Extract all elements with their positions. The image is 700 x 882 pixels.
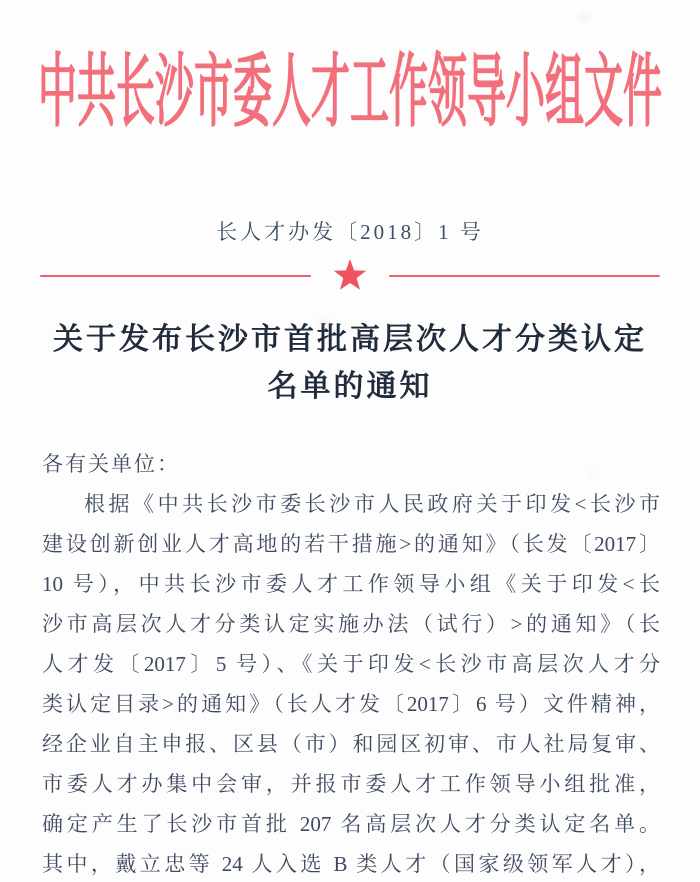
letterhead-banner bbox=[0, 38, 700, 138]
title-line-2: 名单的通知 bbox=[267, 370, 433, 403]
body-line: 根据《中共长沙市委长沙市人民政府关于印发<长沙市 bbox=[84, 492, 660, 516]
body-line: 类认定目录>的通知》（长人才发〔2017〕6 号）文件精神， bbox=[42, 692, 660, 716]
salutation: 各有关单位： bbox=[42, 452, 180, 476]
document-number: 长人才办发〔2018〕1 号 bbox=[216, 220, 484, 244]
scan-artifact bbox=[580, 14, 588, 22]
star-icon bbox=[331, 258, 369, 294]
body-line: 经企业自主申报、区县（市）和园区初审、市人社局复审、 bbox=[42, 732, 660, 756]
body-line: 市委人才办集中会审，并报市委人才工作领导小组批准， bbox=[42, 772, 660, 796]
body-line: 其中，戴立忠等 24 人入选 B 类人才（国家级领军人才）， bbox=[42, 852, 660, 876]
divider-line-left bbox=[40, 275, 311, 277]
title-line-1: 关于发布长沙市首批高层次人才分类认定 bbox=[53, 323, 647, 356]
body-text bbox=[0, 444, 700, 882]
star-divider bbox=[40, 258, 660, 294]
body-line: 建设创新创业人才高地的若干措施>的通知》（长发〔2017〕 bbox=[42, 532, 660, 556]
body-line: 确定产生了长沙市首批 207 名高层次人才分类认定名单。 bbox=[42, 812, 660, 836]
document-title bbox=[0, 316, 700, 410]
body-line: 10 号），中共长沙市委人才工作领导小组《关于印发<长 bbox=[42, 572, 660, 596]
body-line: 人才发〔2017〕5 号）、《关于印发<长沙市高层次人才分 bbox=[42, 652, 660, 676]
divider-line-right bbox=[389, 275, 660, 277]
body-line: 沙市高层次人才分类认定实施办法（试行）>的通知》（长 bbox=[42, 612, 660, 636]
letterhead-title: 中共长沙市委人才工作领导小组文件 bbox=[37, 49, 662, 138]
star-shape bbox=[334, 259, 366, 290]
